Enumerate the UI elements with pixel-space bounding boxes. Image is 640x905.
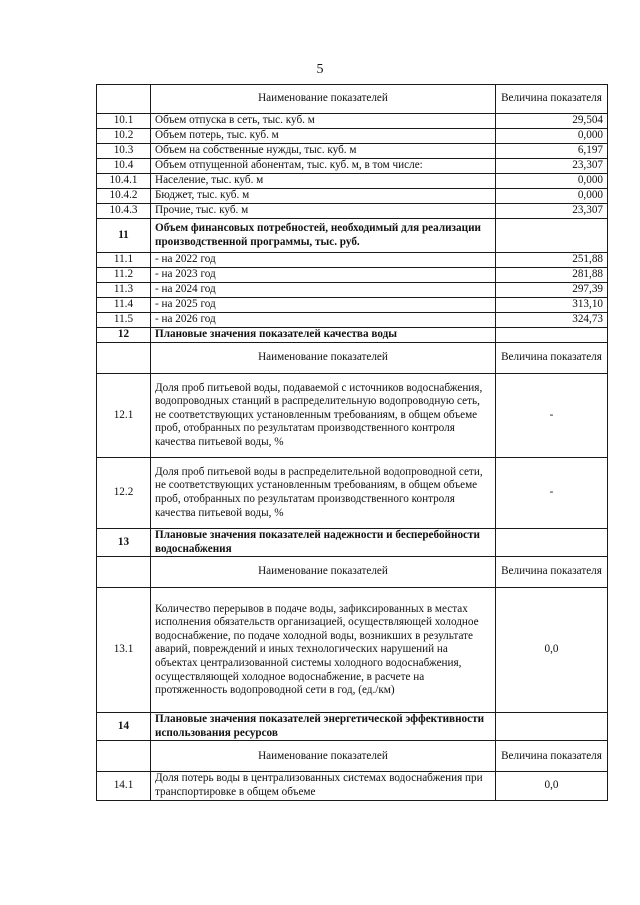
subheader-num-cell xyxy=(97,741,151,772)
table-row xyxy=(97,772,608,800)
row-value: 0,000 xyxy=(496,174,608,189)
row-name: Объем на собственные нужды, тыс. куб. м xyxy=(151,144,496,159)
table-row xyxy=(97,283,608,298)
row-num: 10.2 xyxy=(97,129,151,144)
table-row xyxy=(97,204,608,219)
section-value-cell xyxy=(496,529,608,557)
subheader-value-cell: Величина показателя xyxy=(496,741,608,772)
row-name: - на 2022 год xyxy=(151,253,496,268)
row-name: Количество перерывов в подаче воды, зафиксированных в местах исполнения обязательств организацией, осуществляющей холодное водоснабжение, по подаче холодной воды, возникших в результате аварий, повреждений и иных технологических нарушений на объектах централизованной системы холодного водоснабжения, осуществляющей холодное водоснабжение, в расчете на протяженность водопроводной сети в год, (ед./км) xyxy=(151,588,496,713)
row-num: 10.4.2 xyxy=(97,189,151,204)
table-header-row xyxy=(97,85,608,114)
subheader-row xyxy=(97,741,608,772)
subheader-value-cell: Величина показателя xyxy=(496,343,608,374)
row-num: 11.3 xyxy=(97,283,151,298)
table-row xyxy=(97,374,608,458)
row-num: 11.4 xyxy=(97,298,151,313)
row-name: Объем отпуска в сеть, тыс. куб. м xyxy=(151,114,496,129)
section-header-row xyxy=(97,713,608,741)
row-name: Объем потерь, тыс. куб. м xyxy=(151,129,496,144)
row-num: 14.1 xyxy=(97,772,151,800)
subheader-row xyxy=(97,343,608,374)
table-row xyxy=(97,298,608,313)
row-name: - на 2026 год xyxy=(151,313,496,328)
table-row xyxy=(97,253,608,268)
row-value: 251,88 xyxy=(496,253,608,268)
row-num: 12.2 xyxy=(97,458,151,529)
row-value: 281,88 xyxy=(496,268,608,283)
row-name: Прочие, тыс. куб. м xyxy=(151,204,496,219)
subheader-num-cell xyxy=(97,343,151,374)
table-row xyxy=(97,189,608,204)
row-num: 11.2 xyxy=(97,268,151,283)
table-row xyxy=(97,313,608,328)
subheader-name-cell: Наименование показателей xyxy=(151,741,496,772)
row-value: 0,000 xyxy=(496,129,608,144)
section-title: Плановые значения показателей энергетической эффективности использования ресурсов xyxy=(151,713,496,741)
row-value: 0,0 xyxy=(496,772,608,800)
table-row xyxy=(97,268,608,283)
section-header-row xyxy=(97,529,608,557)
table-row xyxy=(97,458,608,529)
section-num: 13 xyxy=(97,529,151,557)
row-name: Доля проб питьевой воды в распределительной водопроводной сети, не соответствующих установленным требованиям, в общем объеме проб, отобранных по результатам производственного контроля качества питьевой воды, % xyxy=(151,458,496,529)
section-value-cell xyxy=(496,713,608,741)
row-num: 11.1 xyxy=(97,253,151,268)
table-row xyxy=(97,144,608,159)
header-value-cell: Величина показателя xyxy=(496,85,608,114)
row-num: 13.1 xyxy=(97,588,151,713)
section-header-row xyxy=(97,328,608,343)
row-value: 313,10 xyxy=(496,298,608,313)
row-num: 10.4 xyxy=(97,159,151,174)
row-value: 324,73 xyxy=(496,313,608,328)
row-name: - на 2024 год xyxy=(151,283,496,298)
header-name-cell: Наименование показателей xyxy=(151,85,496,114)
section-title: Плановые значения показателей качества воды xyxy=(151,328,496,343)
row-name: - на 2025 год xyxy=(151,298,496,313)
table-row xyxy=(97,588,608,713)
row-num: 10.4.3 xyxy=(97,204,151,219)
subheader-name-cell: Наименование показателей xyxy=(151,343,496,374)
row-num: 10.3 xyxy=(97,144,151,159)
row-value: 6,197 xyxy=(496,144,608,159)
row-num: 11.5 xyxy=(97,313,151,328)
row-value: - xyxy=(496,458,608,529)
page-number: 5 xyxy=(316,62,324,77)
table-row xyxy=(97,114,608,129)
row-num: 12.1 xyxy=(97,374,151,458)
subheader-row xyxy=(97,557,608,588)
row-value: 297,39 xyxy=(496,283,608,298)
subheader-value-cell: Величина показателя xyxy=(496,557,608,588)
table-row xyxy=(97,159,608,174)
indicators-table xyxy=(96,84,608,801)
section-num: 14 xyxy=(97,713,151,741)
section-title: Плановые значения показателей надежности и бесперебойности водоснабжения xyxy=(151,529,496,557)
row-num: 10.4.1 xyxy=(97,174,151,189)
section-value-cell xyxy=(496,219,608,253)
row-name: Население, тыс. куб. м xyxy=(151,174,496,189)
section-value-cell xyxy=(496,328,608,343)
row-name: Доля потерь воды в централизованных системах водоснабжения при транспортировке в общем объеме xyxy=(151,772,496,800)
row-name: - на 2023 год xyxy=(151,268,496,283)
row-value: 0,000 xyxy=(496,189,608,204)
table-row xyxy=(97,174,608,189)
subheader-name-cell: Наименование показателей xyxy=(151,557,496,588)
row-name: Доля проб питьевой воды, подаваемой с источников водоснабжения, водопроводных станций в распределительную водопроводную сеть, не соответствующих установленным требованиям, в общем объеме проб, отобранных по результатам производственного контроля качества питьевой воды, % xyxy=(151,374,496,458)
subheader-num-cell xyxy=(97,557,151,588)
row-name: Бюджет, тыс. куб. м xyxy=(151,189,496,204)
section-num: 11 xyxy=(97,219,151,253)
table-row xyxy=(97,129,608,144)
section-num: 12 xyxy=(97,328,151,343)
row-value: 0,0 xyxy=(496,588,608,713)
row-value: - xyxy=(496,374,608,458)
section-header-row xyxy=(97,219,608,253)
row-name: Объем отпущенной абонентам, тыс. куб. м, в том числе: xyxy=(151,159,496,174)
row-value: 23,307 xyxy=(496,204,608,219)
row-value: 29,504 xyxy=(496,114,608,129)
row-value: 23,307 xyxy=(496,159,608,174)
section-title: Объем финансовых потребностей, необходимый для реализации производственной программы, тыс. руб. xyxy=(151,219,496,253)
row-num: 10.1 xyxy=(97,114,151,129)
header-num-cell xyxy=(97,85,151,114)
